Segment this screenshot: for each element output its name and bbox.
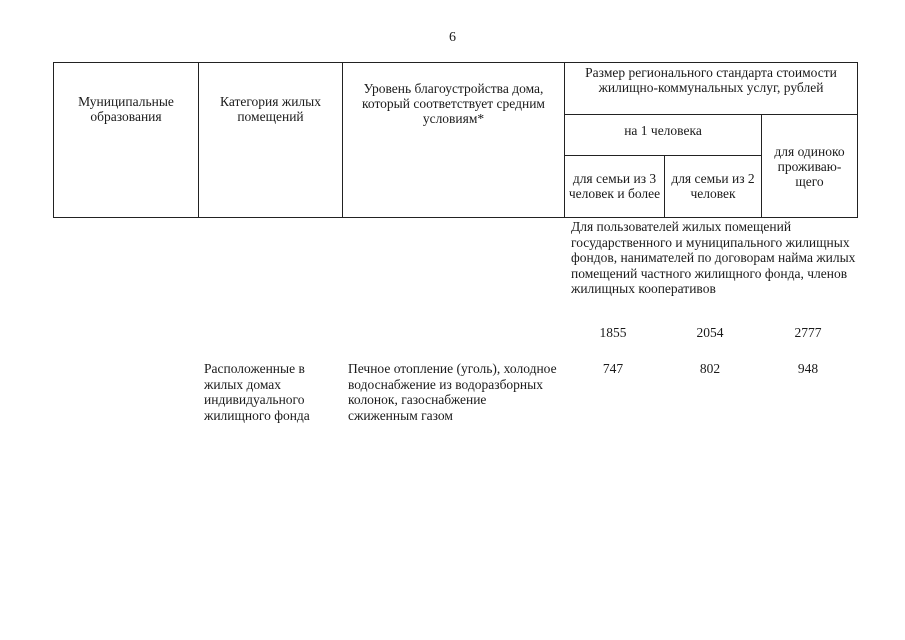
header-family-3plus: для семьи из 3 человек и более	[565, 155, 665, 217]
page-number: 6	[449, 30, 456, 45]
row2-family-2-value: 802	[699, 361, 721, 376]
header-family-2: для семьи из 2 человек	[665, 155, 762, 217]
standards-header-table	[53, 62, 858, 218]
header-standard-size: Размер регионального стандарта стоимости жилищно-коммунальных услуг, рублей	[565, 63, 858, 115]
row1-family-2-value: 2054	[696, 325, 724, 340]
row2-family-3plus-value: 747	[602, 361, 624, 376]
row2-single-value: 948	[797, 361, 819, 376]
header-per-person: на 1 человека	[565, 115, 762, 155]
header-category: Категория жилых помещений	[199, 63, 343, 218]
row1-single-value: 2777	[794, 325, 822, 340]
header-level: Уровень благоустройства дома, который соответствует средним условиям*	[343, 63, 565, 218]
row1-family-3plus-value: 1855	[599, 325, 627, 340]
header-single-resident: для одиноко проживаю-щего	[762, 115, 858, 218]
header-municipal: Муниципальные образования	[54, 63, 199, 218]
row2-category: Расположенные в жилых домах индивидуального жилищного фонда	[204, 361, 310, 423]
row2-level: Печное отопление (уголь), холодное водоснабжение из водоразборных колонок, газоснабжение сжиженным газом	[348, 361, 557, 423]
section-note: Для пользователей жилых помещений государственного и муниципального жилищных фондов, нанимателей по договорам найма жилых помещений частного жилищного фонда, членов жилищных кооперативов	[571, 219, 856, 296]
